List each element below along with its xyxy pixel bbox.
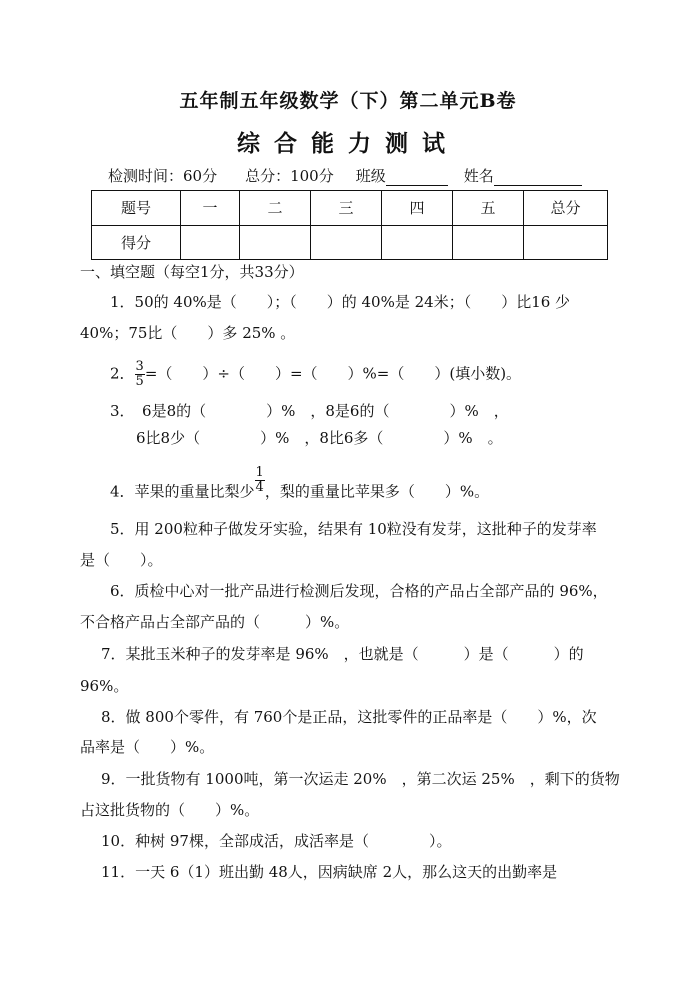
- name-blank[interactable]: [494, 170, 582, 186]
- question-4-text-a: 4．苹果的重量比梨少: [110, 482, 255, 501]
- question-4: [110, 465, 490, 507]
- question-6-line-1: 6．质检中心对一批产品进行检测后发现，合格的产品占全部产品的 96%，: [110, 582, 608, 600]
- row-label-cell: 得分: [92, 225, 181, 260]
- header-cell: 题号: [92, 191, 181, 226]
- score-cell[interactable]: [524, 225, 608, 260]
- question-10: 10．种树 97棵，全部成活，成活率是（ ）。: [101, 832, 452, 850]
- score-cell[interactable]: [453, 225, 524, 260]
- class-blank[interactable]: [386, 170, 448, 186]
- header-cell: 一: [181, 191, 240, 226]
- question-6-line-2: 不合格产品占全部产品的（ ）%。: [80, 613, 350, 631]
- fraction-one-quarter: [255, 466, 265, 495]
- question-2: [110, 360, 521, 389]
- fraction-three-fifths: [135, 360, 145, 389]
- header-cell: 三: [311, 191, 382, 226]
- question-8-line-1: 8．做 800个零件，有 760个是正品，这批零件的正品率是（ ）%，次: [101, 708, 597, 726]
- question-5-line-1: 5．用 200粒种子做发牙实验，结果有 10粒没有发芽，这批种子的发芽率: [110, 520, 597, 538]
- question-2-number: 2．: [110, 364, 135, 383]
- question-7-line-2: 96%。: [80, 677, 129, 695]
- question-7-line-1: 7．某批玉米种子的发芽率是 96% ，也就是（ ）是（ ）的: [101, 645, 584, 663]
- exam-subtitle: 综合能力测试: [237, 130, 459, 157]
- question-9-line-2: 占这批货物的（ ）%。: [80, 801, 260, 819]
- question-3-line-2: 6比8少（ ）% ，8比6多（ ）% 。: [136, 429, 503, 447]
- question-9-line-1: 9．一批货物有 1000吨，第一次运走 20% ，第二次运 25% ，剩下的货物: [101, 770, 620, 788]
- score-table-score-row: [92, 225, 608, 260]
- score-cell[interactable]: [311, 225, 382, 260]
- header-cell: 四: [382, 191, 453, 226]
- question-1-line-2: 40%；75比（ ）多 25% 。: [80, 324, 296, 342]
- section-heading: 一、填空题（每空1分，共33分）: [80, 263, 304, 281]
- fraction-denominator: 5: [135, 374, 144, 389]
- question-1-line-1: 1．50的 40%是（ ）；（ ）的 40%是 24米；（ ）比16 少: [110, 293, 571, 311]
- score-cell[interactable]: [240, 225, 311, 260]
- question-2-text: =（ ）÷（ ）=（ ）%=（ ）(填小数)。: [144, 364, 522, 383]
- question-5-line-2: 是（ ）。: [80, 551, 163, 569]
- score-table-header-row: [92, 191, 608, 226]
- score-cell[interactable]: [382, 225, 453, 260]
- exam-info-line: [108, 165, 582, 186]
- fraction-denominator: 4: [255, 480, 264, 495]
- score-table: [91, 190, 608, 260]
- fraction-numerator: 3: [135, 359, 144, 374]
- header-cell: 五: [453, 191, 524, 226]
- question-11: 11．一天 6（1）班出勤 48人，因病缺席 2人，那么这天的出勤率是: [101, 863, 558, 881]
- class-label: 班级: [355, 167, 386, 185]
- exam-time: 检测时间：60分: [108, 167, 218, 185]
- name-label: 姓名: [463, 167, 494, 185]
- exam-total-score: 总分：100分: [245, 167, 334, 185]
- fraction-numerator: 1: [255, 465, 264, 480]
- question-4-text-b: ，梨的重量比苹果多（ ）%。: [264, 482, 490, 501]
- question-3-line-1: 3． 6是8的（ ）% ，8是6的（ ）% ，: [110, 402, 509, 420]
- exam-title: 五年制五年级数学（下）第二单元B卷: [179, 90, 517, 112]
- header-cell: 二: [240, 191, 311, 226]
- header-cell: 总分: [524, 191, 608, 226]
- score-cell[interactable]: [181, 225, 240, 260]
- question-8-line-2: 品率是（ ）%。: [80, 738, 215, 756]
